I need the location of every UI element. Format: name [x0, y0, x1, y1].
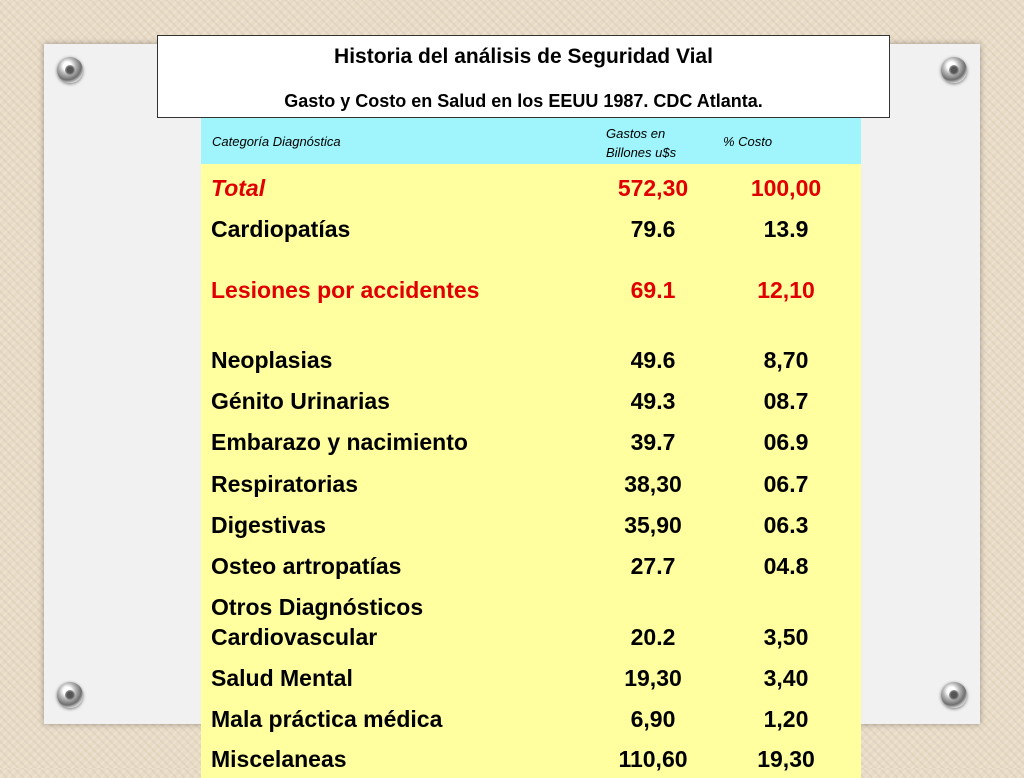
row-costo: 08.7: [763, 388, 809, 414]
table-header: [201, 118, 861, 164]
page-subtitle: Gasto y Costo en Salud en los EEUU 1987. CDC Atlanta.: [284, 91, 763, 111]
row-gastos: 39.7: [630, 429, 676, 455]
row-costo: 3,50: [763, 624, 809, 650]
page-title: Historia del análisis de Seguridad Vial: [334, 45, 713, 68]
row-costo: 06.3: [763, 512, 809, 538]
screw-top-right-icon: [941, 57, 967, 83]
row-gastos: 38,30: [624, 471, 682, 497]
row-gastos: 69.1: [630, 277, 676, 303]
row-costo: 19,30: [757, 746, 815, 772]
row-category: Mala práctica médica: [211, 706, 443, 732]
row-gastos: 49.3: [630, 388, 676, 414]
screw-bottom-right-icon: [941, 682, 967, 708]
row-costo: 1,20: [763, 706, 809, 732]
header-gastos-line2: Billones u$s: [606, 145, 677, 160]
header-gastos: [606, 124, 676, 162]
row-costo: 8,70: [763, 347, 809, 373]
title-box: [157, 35, 890, 118]
row-category: Total: [211, 175, 266, 201]
row-gastos: 35,90: [624, 512, 682, 538]
row-costo: 100,00: [750, 175, 822, 201]
row-gastos: 110,60: [618, 746, 688, 772]
screw-bottom-left-icon: [57, 682, 83, 708]
row-gastos: 79.6: [630, 216, 676, 242]
row-gastos: 6,90: [630, 706, 676, 732]
row-gastos: 20.2: [630, 624, 676, 650]
row-gastos: 19,30: [624, 665, 682, 691]
row-category: Embarazo y nacimiento: [211, 429, 468, 455]
row-gastos: 27.7: [630, 553, 676, 579]
row-category: Lesiones por accidentes: [211, 277, 480, 303]
row-gastos: 572,30: [617, 175, 689, 201]
row-category: Otros Diagnósticos: [211, 594, 424, 620]
header-category: Categoría Diagnóstica: [212, 134, 341, 149]
row-costo: 06.9: [763, 429, 809, 455]
row-category: Génito Urinarias: [211, 388, 390, 414]
row-category: Salud Mental: [211, 665, 353, 691]
row-category: Digestivas: [211, 512, 327, 538]
header-costo: % Costo: [723, 134, 773, 149]
row-costo: 3,40: [763, 665, 809, 691]
row-costo: 04.8: [763, 553, 809, 579]
row-category: Miscelaneas: [211, 746, 347, 772]
row-costo: 06.7: [763, 471, 809, 497]
row-gastos: 49.6: [630, 347, 676, 373]
row-category-line2: Cardiovascular: [211, 624, 378, 650]
row-costo: 12,10: [757, 277, 815, 303]
row-category: Cardiopatías: [211, 216, 351, 242]
row-category: Osteo artropatías: [211, 553, 402, 579]
row-category: Neoplasias: [211, 347, 333, 373]
screw-top-left-icon: [57, 57, 83, 83]
header-gastos-line1: Gastos en: [606, 126, 666, 141]
data-table: [201, 118, 861, 778]
row-costo: 13.9: [763, 216, 809, 242]
row-category: Respiratorias: [211, 471, 359, 497]
